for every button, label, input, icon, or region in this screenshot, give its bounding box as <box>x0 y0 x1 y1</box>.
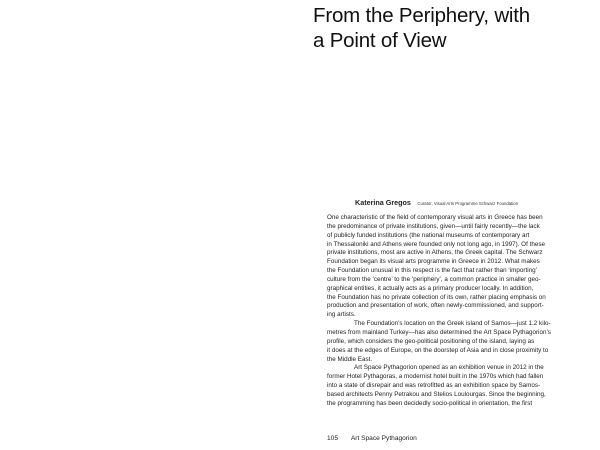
page-title <box>313 3 593 53</box>
body-line: the Middle East. <box>327 355 373 363</box>
body-line: metres from mainland Turkey—has also determined the Art Space Pythagorion’s <box>327 328 551 336</box>
body-line: the Foundation has no private collection of its own, rather placing emphasis on <box>327 293 546 301</box>
body-line: based architects Penny Petrakou and Stelios Loulourgas. Since the beginning, <box>327 390 546 398</box>
body-line: production and presentation of work, often newly-commissioned, and support- <box>327 302 544 310</box>
author-role: Curator, Visual Arts Programme Schwarz Foundation <box>417 201 519 206</box>
body-line: the predominance of private institutions, given—until fairly recently—the lack <box>327 222 540 230</box>
body-line: profile, which considers the geo-political positioning of the island, laying as <box>327 337 535 345</box>
body-line: the programming has been decidedly socio-political in orientation, the first <box>327 399 533 407</box>
body-line: of publicly funded institutions (the national museums of contemporary art <box>327 231 530 239</box>
body-line: culture from the ‘centre’ to the ‘periphery’, a common practice in smaller geo- <box>327 275 541 283</box>
body-line: it does at the edges of Europe, on the doorstep of Asia and in close proximity to <box>327 346 549 354</box>
title-line-2: a Point of View <box>313 29 447 52</box>
running-title: Art Space Pythagorion <box>350 435 417 442</box>
body-line: Foundation began its visual arts programme in Greece in 2012. What makes <box>327 258 540 266</box>
body-line: in Thessaloniki and Athens were founded only not long ago, in 1997). Of these <box>327 240 545 248</box>
body-line: One characteristic of the field of contemporary visual arts in Greece has been <box>327 214 543 221</box>
body-line: private institutions, most are active in Athens, the Greek capital. The Schwarz <box>327 249 543 257</box>
title-line-1: From the Periphery, with <box>313 4 530 27</box>
body-line: Art Space Pythagorion opened as an exhibition venue in 2012 in the <box>354 364 544 372</box>
author-name: Katerina Gregos <box>355 198 411 207</box>
body-line: graphical entities, it actually acts as a primary producer locally. In addition, <box>327 284 534 292</box>
page-number: 105 <box>327 435 339 442</box>
body-line: the Foundation unusual in this respect is the fact that rather than ‘importing’ <box>327 267 538 275</box>
body-line: into a state of disrepair and was retrofitted as an exhibition space by Samos- <box>327 382 541 390</box>
article-body <box>327 214 589 409</box>
page-footer <box>327 434 417 443</box>
body-line: The Foundation’s location on the Greek island of Samos—just 1.2 kilo- <box>354 320 551 328</box>
body-line: ing artists. <box>327 311 356 319</box>
byline <box>355 196 595 208</box>
body-line: former Hotel Pythagoras, a modernist hotel built in the 1970s which had fallen <box>327 373 544 381</box>
